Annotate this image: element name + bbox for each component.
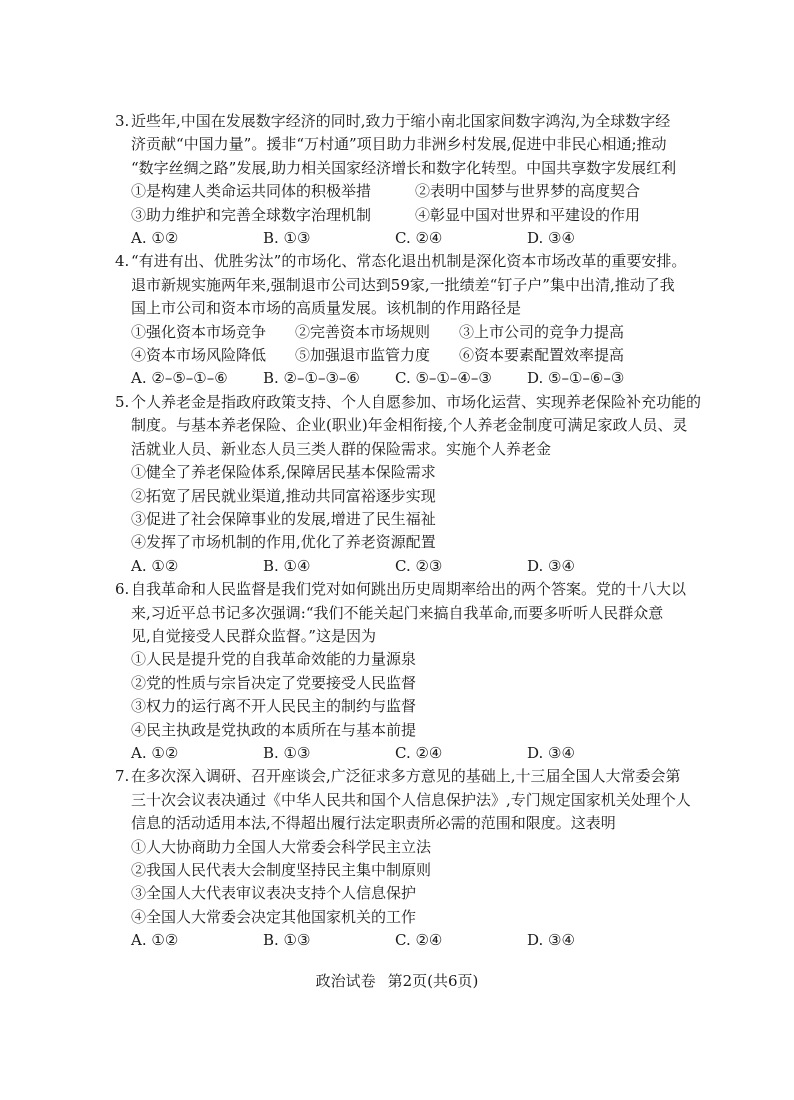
answer-choice: D. ③④ (527, 743, 575, 762)
answer-choice: D. ③④ (527, 931, 575, 950)
answer-choices (115, 555, 685, 578)
option-row (115, 344, 685, 367)
option-item: ②党的性质与宗旨决定了党要接受人民监督 (131, 673, 417, 692)
question-stem-line: “数字丝绸之路”发展,助力相关国家经济增长和数字化转型。中国共享数字发展红利 (131, 158, 677, 177)
question-number: 3. (115, 112, 130, 130)
answer-choices (115, 929, 685, 952)
answer-choice: B. ①③ (263, 931, 311, 950)
answer-choice: A. ①② (131, 743, 179, 762)
question-stem-line: 国上市公司和资本市场的高质量发展。该机制的作用路径是 (131, 299, 522, 318)
answer-choice: A. ②–⑤–①–⑥ (131, 369, 228, 388)
question-stem-line: 制度。与基本养老保险、企业(职业)年金相衔接,个人养老金制度可满足家政人员、灵 (131, 416, 688, 435)
question-stem-line: 退市新规实施两年来,强制退市公司达到59家,一批绩差“钉子户”集中出清,推动了我 (131, 275, 675, 294)
answer-choice: B. ①③ (263, 229, 311, 248)
option-item: ①是构建人类命运共同体的积极举措 (131, 182, 372, 201)
option-item: ③上市公司的竞争力提高 (459, 322, 625, 341)
question-6 (115, 578, 685, 765)
answer-choice: C. ②④ (395, 931, 443, 950)
question-list (115, 110, 702, 953)
question-stem-line: 来,习近平总书记多次强调:“我们不能关起门来搞自我革命,而要多听听人民群众意 (131, 603, 664, 622)
answer-choice: B. ②–①–③–⑥ (263, 369, 360, 388)
question-number: 6. (115, 580, 130, 599)
question-stem-line: 6. 自我革命和人民监督是我们党对如何跳出历史周期率给出的两个答案。党的十八大以 (115, 578, 685, 601)
option-item: ⑤加强退市监管力度 (295, 346, 431, 365)
option-item: ①健全了养老保险体系,保障居民基本保险需求 (131, 463, 436, 482)
answer-choice: C. ②③ (395, 556, 443, 575)
answer-choice: B. ①③ (263, 743, 311, 762)
option-row (115, 321, 685, 344)
option-item: ④民主执政是党执政的本质所在与基本前提 (131, 720, 417, 739)
answer-choice: C. ②④ (395, 743, 443, 762)
question-stem-line: 5. 个人养老金是指政府政策支持、个人自愿参加、市场化运营、实现养老保险补充功能的 (115, 391, 685, 414)
option-item: ①人民是提升党的自我革命效能的力量源泉 (131, 650, 417, 669)
option-item: ②拓宽了居民就业渠道,推动共同富裕逐步实现 (131, 486, 436, 505)
option-item: ①人大协商助力全国人大常委会科学民主立法 (131, 837, 432, 856)
answer-choice: B. ①④ (263, 556, 311, 575)
option-item: ⑥资本要素配置效率提高 (459, 346, 625, 365)
option-item: ③助力维护和完善全球数字治理机制 (131, 205, 372, 224)
answer-choice: C. ⑤–①–④–③ (395, 369, 492, 388)
answer-choice: D. ③④ (527, 556, 575, 575)
option-item: ③全国人大代表审议表决支持个人信息保护 (131, 884, 417, 903)
answer-choice: D. ⑤–①–⑥–③ (527, 369, 625, 388)
question-stem-line: 3. 近些年,中国在发展数字经济的同时,致力于缩小南北国家间数字鸿沟,为全球数字经 (115, 110, 685, 133)
option-item: ①强化资本市场竞争 (131, 322, 267, 341)
option-item: ②表明中国梦与世界梦的高度契合 (415, 182, 641, 201)
question-stem-line: 7. 在多次深入调研、召开座谈会,广泛征求多方意见的基础上,十三届全国人大常委会第 (115, 765, 685, 788)
option-item: ④资本市场风险降低 (131, 346, 267, 365)
option-item: ③权力的运行离不开人民民主的制约与监督 (131, 697, 417, 716)
answer-choices (115, 367, 685, 390)
option-item: ④发挥了市场机制的作用,优化了养老资源配置 (131, 533, 436, 552)
question-3 (115, 110, 685, 250)
answer-choices (115, 742, 685, 765)
page-footer (0, 971, 794, 991)
option-item: ②我国人民代表大会制度坚持民主集中制原则 (131, 861, 432, 879)
question-number: 7. (115, 767, 130, 786)
option-item: ④彰显中国对世界和平建设的作用 (415, 205, 641, 224)
option-item: ③促进了社会保障事业的发展,增进了民生福祉 (131, 509, 436, 528)
question-4 (115, 250, 685, 390)
question-7 (115, 765, 691, 952)
question-stem-line: 三十次会议表决通过《中华人民共和国个人信息保护法》,专门规定国家机关处理个人 (131, 790, 691, 809)
option-row (115, 180, 685, 203)
answer-choices (115, 227, 685, 250)
answer-choice: D. ③④ (527, 229, 575, 248)
answer-choice: A. ①② (131, 556, 179, 575)
answer-choice: C. ②④ (395, 229, 443, 248)
question-stem-line: 信息的活动适用本法,不得超出履行法定职责所必需的范围和限度。这表明 (131, 814, 616, 833)
option-row (115, 204, 685, 227)
question-stem-line: 活就业人员、新业态人员三类人群的保险需求。实施个人养老金 (131, 439, 552, 458)
question-5 (115, 391, 702, 578)
question-number: 5. (115, 392, 130, 411)
question-stem-line: 见,自觉接受人民群众监督。”这是因为 (131, 626, 376, 645)
footer-subject: 政治试卷 (315, 972, 376, 990)
question-stem-line: 4. “有进有出、优胜劣汰”的市场化、常态化退出机制是深化资本市场改革的重要安排。 (115, 250, 685, 273)
question-stem-line: 济贡献“中国力量”。援非“万村通”项目助力非洲乡村发展,促进中非民心相通;推动 (131, 135, 667, 154)
footer-page-number: 第2页(共6页) (387, 972, 479, 990)
question-number: 4. (115, 252, 130, 271)
answer-choice: A. ①② (131, 931, 179, 950)
option-item: ④全国人大常委会决定其他国家机关的工作 (131, 907, 417, 926)
option-item: ②完善资本市场规则 (295, 322, 431, 341)
answer-choice: A. ①② (131, 229, 179, 248)
